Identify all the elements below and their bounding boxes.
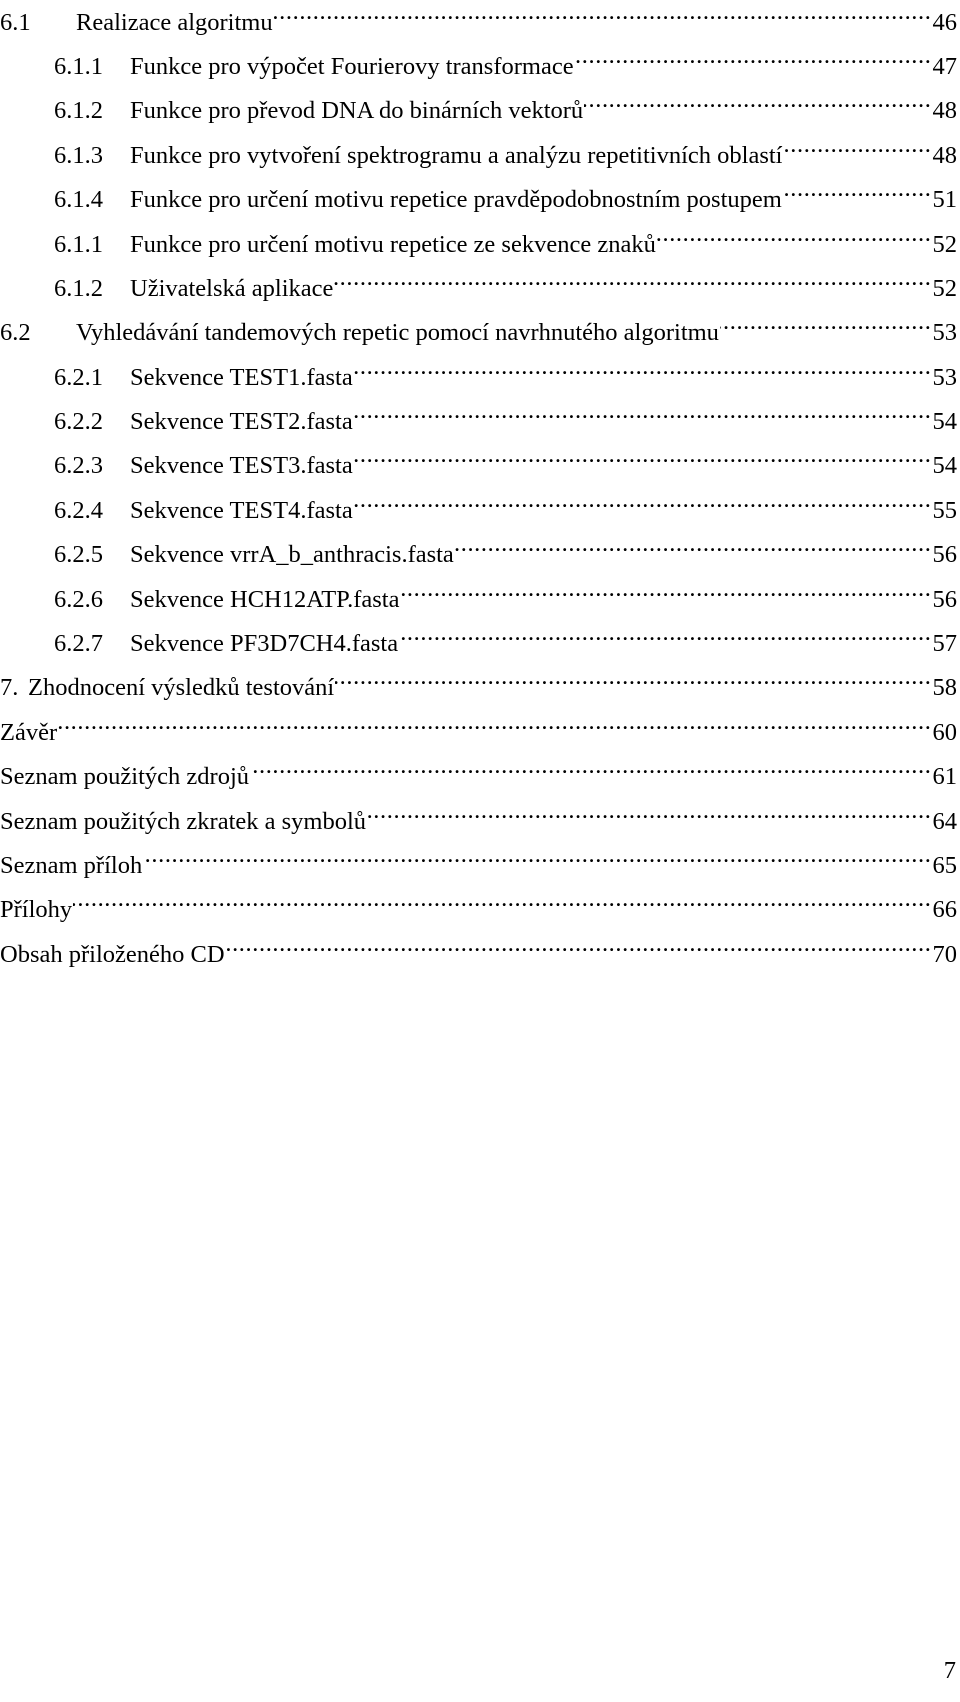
toc-entry-number: 6.2.3 — [54, 452, 103, 479]
toc-dot-leader — [73, 887, 931, 917]
toc-entry-page: 64 — [932, 808, 957, 835]
toc-entry[interactable] — [0, 133, 957, 181]
toc-entry[interactable] — [0, 488, 957, 536]
toc-entry[interactable] — [0, 44, 957, 92]
toc-entry-title: Obsah přiloženého CD — [0, 941, 225, 968]
toc-entry-number: 6.1.2 — [54, 275, 103, 302]
toc-entry-page: 56 — [932, 586, 957, 613]
toc-entry-page: 53 — [932, 364, 957, 391]
toc-entry-number: 6.2.4 — [54, 497, 103, 524]
toc-entry-title: Sekvence TEST3.fasta — [130, 452, 353, 479]
toc-entry-page: 54 — [932, 452, 957, 479]
toc-entry-page: 61 — [932, 763, 957, 790]
toc-entry-title: Sekvence PF3D7CH4.fasta — [130, 630, 399, 657]
toc-entry[interactable] — [0, 443, 957, 491]
toc-entry-title: Sekvence vrrA_b_anthracis.fasta — [130, 541, 454, 568]
toc-entry[interactable] — [0, 932, 957, 980]
toc-dot-leader — [657, 222, 932, 252]
toc-dot-leader — [354, 399, 932, 429]
toc-entry-number: 7. — [0, 674, 19, 701]
toc-entry-title: Sekvence TEST4.fasta — [130, 497, 353, 524]
toc-entry[interactable] — [0, 88, 957, 136]
toc-dot-leader — [399, 621, 931, 651]
toc-entry[interactable] — [0, 266, 957, 314]
toc-dot-leader — [354, 355, 932, 385]
toc-entry-page: 60 — [932, 719, 957, 746]
toc-entry-title: Realizace algoritmu — [76, 9, 273, 36]
toc-dot-leader — [400, 577, 931, 607]
toc-entry-title: Zhodnocení výsledků testování — [28, 674, 335, 701]
toc-dot-leader — [783, 133, 931, 163]
toc-entry-page: 48 — [932, 142, 957, 169]
toc-entry-number: 6.1.3 — [54, 142, 103, 169]
toc-entry-number: 6.1.2 — [54, 97, 103, 124]
toc-entry[interactable] — [0, 665, 957, 713]
toc-entry-number: 6.2.6 — [54, 586, 103, 613]
toc-entry-page: 47 — [932, 53, 957, 80]
toc-entry-page: 52 — [932, 231, 957, 258]
toc-entry[interactable] — [0, 399, 957, 447]
toc-entry-title: Seznam použitých zdrojů — [0, 763, 250, 790]
toc-entry-title: Sekvence HCH12ATP.fasta — [130, 586, 400, 613]
toc-entry-number: 6.2.1 — [54, 364, 103, 391]
toc-entry-title: Sekvence TEST1.fasta — [130, 364, 353, 391]
toc-entry-page: 66 — [932, 896, 957, 923]
toc-entry-number: 6.1 — [0, 9, 31, 36]
toc-entry-number: 6.2.7 — [54, 630, 103, 657]
toc-entry-page: 65 — [932, 852, 957, 879]
toc-entry-title: Funkce pro převod DNA do binárních vektorů — [130, 97, 584, 124]
toc-entry-page: 52 — [932, 275, 957, 302]
toc-dot-leader — [584, 88, 931, 118]
toc-entry[interactable] — [0, 843, 957, 891]
toc-entry-number: 6.2.2 — [54, 408, 103, 435]
toc-entry-number: 6.1.1 — [54, 231, 103, 258]
toc-entry-page: 58 — [932, 674, 957, 701]
toc-entry[interactable] — [0, 532, 957, 580]
toc-dot-leader — [58, 710, 931, 740]
toc-entry-title: Funkce pro určení motivu repetice ze sekvence znaků — [130, 231, 656, 258]
toc-entry[interactable] — [0, 887, 957, 935]
toc-entry-title: Funkce pro vytvoření spektrogramu a analýzu repetitivních oblastí — [130, 142, 783, 169]
toc-entry-title: Přílohy — [0, 896, 73, 923]
toc-entry[interactable] — [0, 621, 957, 669]
toc-dot-leader — [274, 0, 932, 30]
toc-entry-title: Seznam použitých zkratek a symbolů — [0, 808, 367, 835]
toc-entry[interactable] — [0, 177, 957, 225]
toc-entry-page: 48 — [932, 97, 957, 124]
toc-entry-title: Funkce pro výpočet Fourierovy transformace — [130, 53, 574, 80]
toc-entry[interactable] — [0, 222, 957, 270]
toc-entry-page: 46 — [932, 9, 957, 36]
toc-entry-number: 6.2.5 — [54, 541, 103, 568]
toc-dot-leader — [250, 754, 931, 784]
toc-dot-leader — [455, 532, 932, 562]
toc-dot-leader — [783, 177, 932, 207]
toc-entry-number: 6.2 — [0, 319, 31, 346]
toc-entry-page: 53 — [932, 319, 957, 346]
toc-dot-leader — [354, 443, 932, 473]
toc-entry[interactable] — [0, 355, 957, 403]
toc-entry[interactable] — [0, 310, 957, 358]
toc-entry[interactable] — [0, 577, 957, 625]
toc-dot-leader — [354, 488, 932, 518]
toc-entry-page: 70 — [932, 941, 957, 968]
toc-dot-leader — [334, 266, 931, 296]
toc-dot-leader — [335, 665, 931, 695]
toc-dot-leader — [143, 843, 931, 873]
toc-dot-leader — [575, 44, 932, 74]
toc-entry-number: 6.1.4 — [54, 186, 103, 213]
toc-dot-leader — [367, 799, 931, 829]
toc-entry-page: 55 — [932, 497, 957, 524]
toc-entry-page: 51 — [932, 186, 957, 213]
toc-dot-leader — [720, 310, 932, 340]
toc-entry[interactable] — [0, 710, 957, 758]
toc-entry[interactable] — [0, 754, 957, 802]
toc-entry-page: 57 — [932, 630, 957, 657]
toc-entry-title: Funkce pro určení motivu repetice pravděpodobnostním postupem — [130, 186, 782, 213]
toc-entry-title: Vyhledávání tandemových repetic pomocí navrhnutého algoritmu — [76, 319, 719, 346]
toc-dot-leader — [226, 932, 932, 962]
toc-entry[interactable] — [0, 799, 957, 847]
toc-entry-number: 6.1.1 — [54, 53, 103, 80]
toc-entry-title: Závěr — [0, 719, 58, 746]
toc-entry-title: Sekvence TEST2.fasta — [130, 408, 353, 435]
page-number: 7 — [943, 1657, 956, 1684]
toc-entry[interactable] — [0, 0, 957, 48]
toc-entry-title: Uživatelská aplikace — [130, 275, 334, 302]
toc-entry-page: 54 — [932, 408, 957, 435]
toc-entry-title: Seznam příloh — [0, 852, 143, 879]
toc-entry-page: 56 — [932, 541, 957, 568]
